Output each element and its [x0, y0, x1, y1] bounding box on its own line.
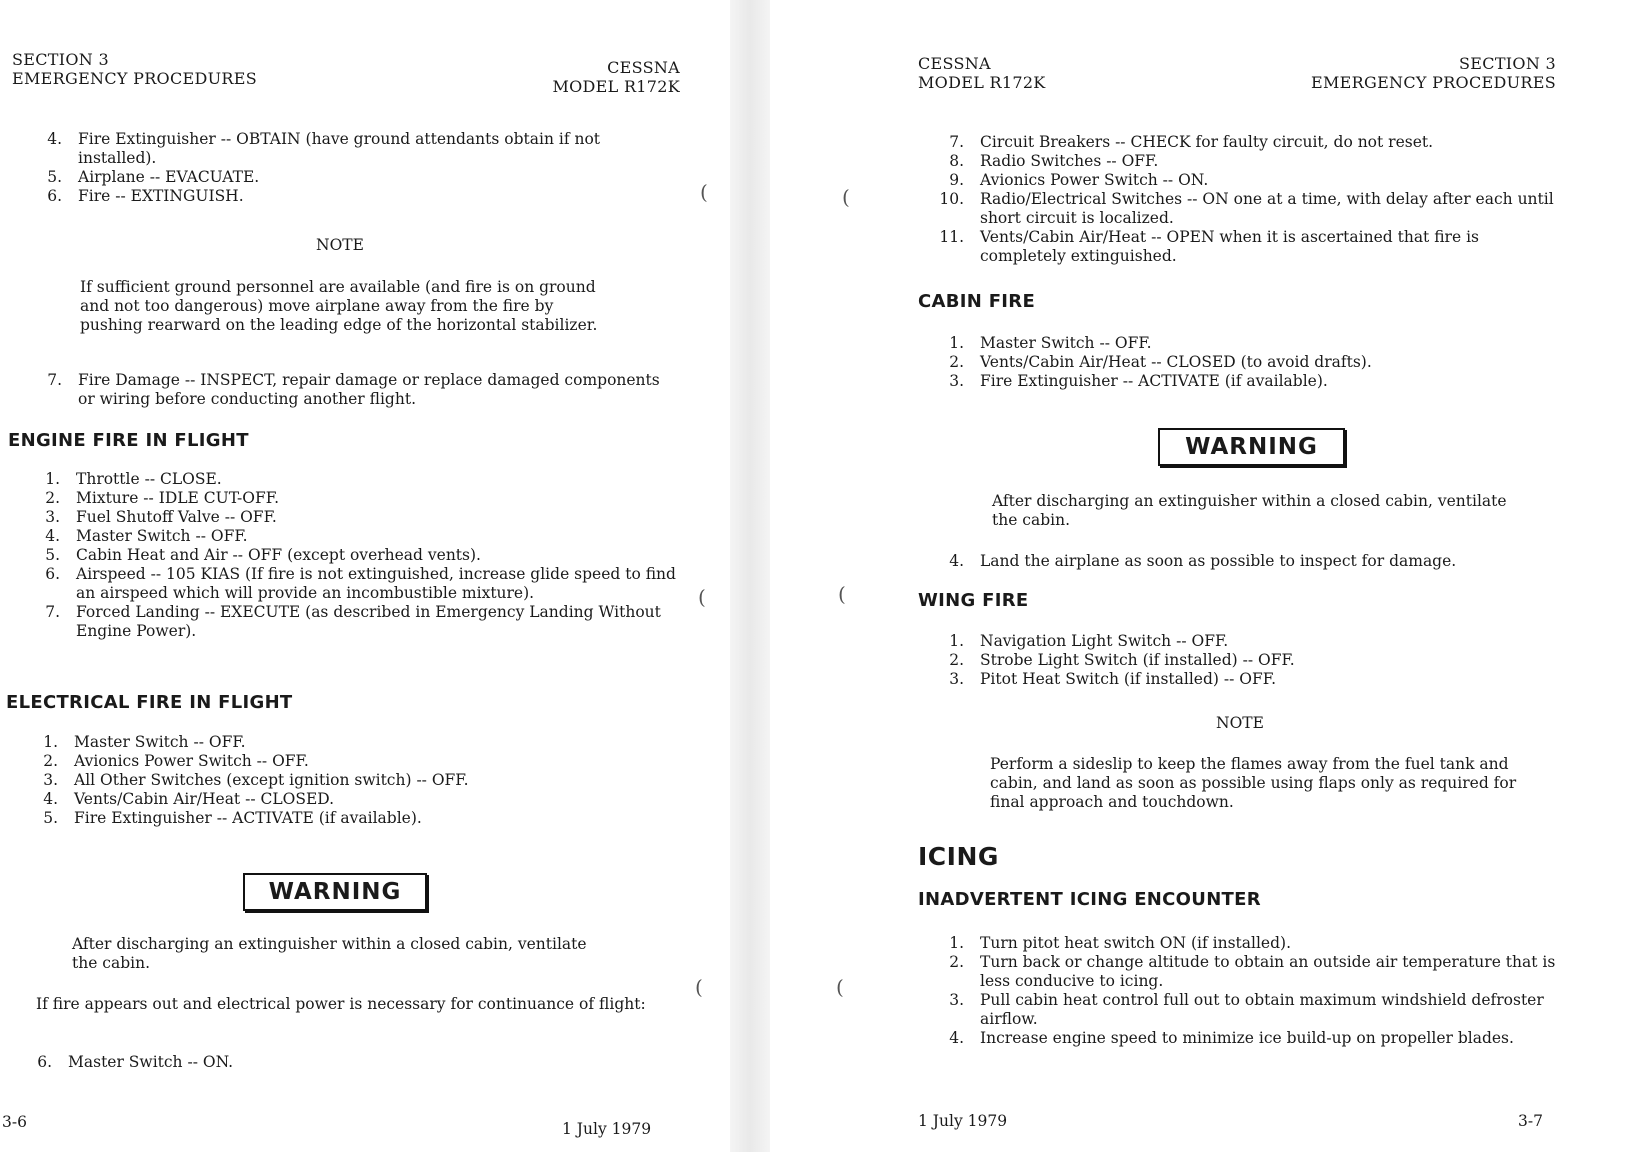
- list-item: 3. Fuel Shutoff Valve -- OFF.: [45, 508, 277, 526]
- list-item: 3. Pitot Heat Switch (if installed) -- OFF.: [949, 670, 1276, 688]
- page-gutter: [730, 0, 770, 1152]
- list-item: 4. Master Switch -- OFF.: [45, 527, 248, 545]
- margin-mark: (: [842, 185, 850, 209]
- list-item: 2. Mixture -- IDLE CUT-OFF.: [45, 489, 280, 507]
- list-item: 2. Avionics Power Switch -- OFF.: [43, 752, 309, 770]
- right-page: [770, 0, 1647, 1152]
- wing-fire-steps: [942, 632, 1558, 689]
- electrical-fire-steps: [36, 733, 676, 828]
- list-item: 2. Strobe Light Switch (if installed) -- OFF.: [949, 651, 1295, 669]
- section-title: EMERGENCY PROCEDURES: [12, 69, 257, 88]
- list-item: 1. Throttle -- CLOSE.: [45, 470, 222, 488]
- warning-text: After discharging an extinguisher within a closed cabin, ventilate the cabin.: [992, 492, 1507, 529]
- margin-mark: (: [700, 180, 708, 204]
- list-item: 4. Vents/Cabin Air/Heat -- CLOSED.: [43, 790, 335, 808]
- continued-steps-list: [40, 130, 680, 206]
- list-item: 4. Increase engine speed to minimize ice build-up on propeller blades.: [949, 1029, 1514, 1047]
- list-item: 3. Fire Extinguisher -- ACTIVATE (if available).: [949, 372, 1328, 390]
- list-item: 4. Land the airplane as soon as possible to inspect for damage.: [949, 552, 1457, 570]
- icing-heading: ICING: [918, 842, 999, 871]
- list-item: 5. Airplane -- EVACUATE.: [47, 168, 260, 186]
- list-item: 1. Master Switch -- OFF.: [43, 733, 246, 751]
- page-number: 3-6: [2, 1113, 27, 1131]
- continued-steps-list: [938, 133, 1558, 266]
- warning-box: WARNING: [243, 873, 427, 911]
- section-number: SECTION 3: [1459, 54, 1556, 73]
- list-item: 8. Radio Switches -- OFF.: [949, 152, 1159, 170]
- list-item: 2. Turn back or change altitude to obtain an outside air temperature that is less conducive to icing.: [949, 953, 1556, 990]
- list-item: 3. Pull cabin heat control full out to obtain maximum windshield defroster airflow.: [949, 991, 1544, 1028]
- list-item: 1. Master Switch -- OFF.: [949, 334, 1152, 352]
- engine-fire-steps: [38, 470, 678, 641]
- margin-mark: (: [838, 582, 846, 606]
- right-header-section: [1240, 54, 1556, 92]
- model-name: MODEL R172K: [918, 73, 1046, 92]
- page-number: 3-7: [1518, 1112, 1543, 1130]
- note-label: NOTE: [1216, 714, 1264, 732]
- list-item: 7. Circuit Breakers -- CHECK for faulty circuit, do not reset.: [949, 133, 1434, 151]
- footer-date: 1 July 1979: [918, 1112, 1008, 1130]
- brand-name: CESSNA: [607, 58, 680, 77]
- list-item: 3. All Other Switches (except ignition switch) -- OFF.: [43, 771, 469, 789]
- cabin-fire-heading: CABIN FIRE: [918, 291, 1036, 312]
- margin-mark: (: [698, 585, 706, 609]
- list-item: 6. Airspeed -- 105 KIAS (If fire is not extinguished, increase glide speed to find an airspeed which will provide an incombustible mixture).: [45, 565, 676, 602]
- list-item: 5. Fire Extinguisher -- ACTIVATE (if available).: [43, 809, 422, 827]
- note-text: If sufficient ground personnel are available (and fire is on ground and not too dangerous) move airplane away from the fire by pushing rearward on the leading edge of the horizontal stabilizer.: [80, 278, 598, 334]
- left-header-model: [470, 58, 680, 96]
- list-item: 1. Turn pitot heat switch ON (if installed).: [949, 934, 1291, 952]
- list-item: 9. Avionics Power Switch -- ON.: [949, 171, 1209, 189]
- margin-mark: (: [695, 975, 703, 999]
- note-label: NOTE: [316, 236, 364, 254]
- cabin-fire-steps: [942, 334, 1558, 391]
- warning-box: WARNING: [1158, 428, 1345, 466]
- continuance-text: If fire appears out and electrical power is necessary for continuance of flight:: [36, 995, 646, 1013]
- brand-name: CESSNA: [918, 54, 991, 73]
- list-item: 4. Fire Extinguisher -- OBTAIN (have ground attendants obtain if not installed).: [47, 130, 601, 167]
- inadvertent-icing-heading: INADVERTENT ICING ENCOUNTER: [918, 889, 1261, 910]
- engine-fire-heading: ENGINE FIRE IN FLIGHT: [8, 430, 249, 451]
- list-item: 6. Master Switch -- ON.: [37, 1053, 234, 1071]
- list-item: 5. Cabin Heat and Air -- OFF (except overhead vents).: [45, 546, 481, 564]
- step-six: [30, 1053, 670, 1072]
- left-header-section: [12, 50, 257, 88]
- footer-date: 1 July 1979: [562, 1120, 652, 1138]
- list-item: 6. Fire -- EXTINGUISH.: [47, 187, 244, 205]
- margin-mark: (: [836, 975, 844, 999]
- left-page: [0, 0, 730, 1152]
- right-header-model: [918, 54, 1046, 92]
- section-title: EMERGENCY PROCEDURES: [1311, 73, 1556, 92]
- list-item: 7. Fire Damage -- INSPECT, repair damage or replace damaged components or wiring before conducting another flight.: [47, 371, 660, 408]
- model-name: MODEL R172K: [552, 77, 680, 96]
- note-text: Perform a sideslip to keep the flames away from the fuel tank and cabin, and land as soon as possible using flaps only as required for final approach and touchdown.: [990, 755, 1517, 811]
- list-item: 7. Forced Landing -- EXECUTE (as described in Emergency Landing Without Engine Power).: [45, 603, 661, 640]
- list-item: 2. Vents/Cabin Air/Heat -- CLOSED (to avoid drafts).: [949, 353, 1372, 371]
- icing-steps: [942, 934, 1558, 1048]
- list-item: 10. Radio/Electrical Switches -- ON one at a time, with delay after each until short circuit is localized.: [939, 190, 1554, 227]
- list-item: 1. Navigation Light Switch -- OFF.: [949, 632, 1229, 650]
- step-seven: [40, 371, 680, 409]
- wing-fire-heading: WING FIRE: [918, 590, 1029, 611]
- electrical-fire-heading: ELECTRICAL FIRE IN FLIGHT: [6, 692, 293, 713]
- section-number: SECTION 3: [12, 50, 109, 69]
- step-four: [942, 552, 1558, 571]
- warning-text: After discharging an extinguisher within a closed cabin, ventilate the cabin.: [72, 935, 587, 972]
- list-item: 11. Vents/Cabin Air/Heat -- OPEN when it is ascertained that fire is completely extinguished.: [939, 228, 1479, 265]
